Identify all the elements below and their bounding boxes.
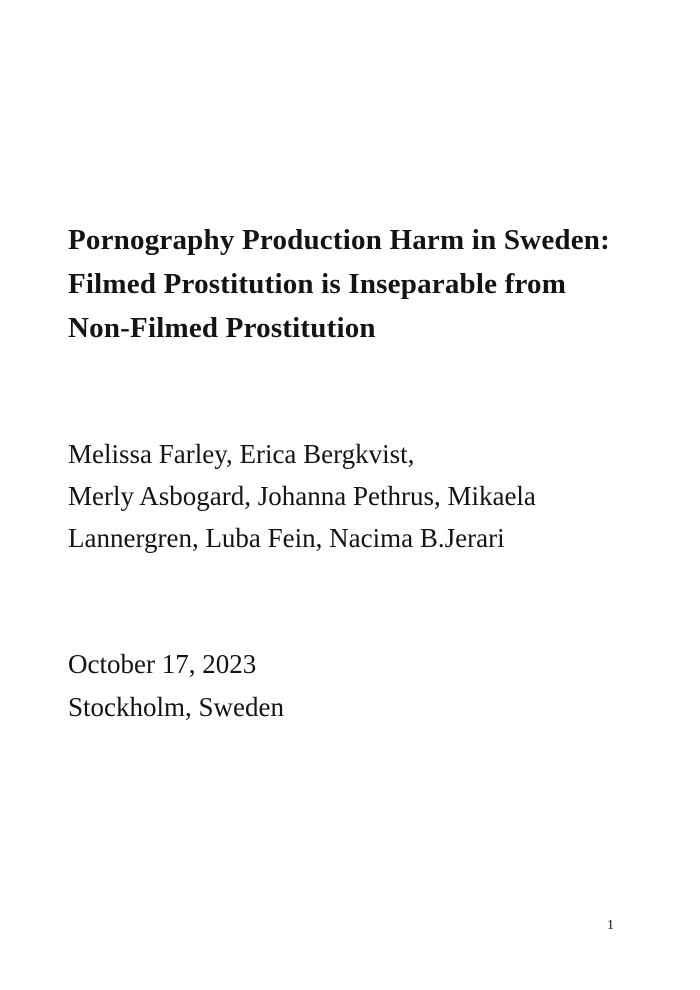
document-title bbox=[68, 218, 648, 350]
date-location-block bbox=[68, 643, 468, 729]
authors-block bbox=[68, 433, 648, 559]
location-line: Stockholm, Sweden bbox=[68, 692, 284, 722]
authors-line-3: Lannergren, Luba Fein, Nacima B.Jerari bbox=[68, 523, 505, 553]
title-line-3: Non-Filmed Prostitution bbox=[68, 312, 376, 344]
page-number: 1 bbox=[607, 918, 614, 933]
authors-line-1: Melissa Farley, Erica Bergkvist, bbox=[68, 439, 415, 469]
authors-line-2: Merly Asbogard, Johanna Pethrus, Mikaela bbox=[68, 481, 536, 511]
date-line: October 17, 2023 bbox=[68, 649, 257, 679]
title-line-1: Pornography Production Harm in Sweden: bbox=[68, 224, 610, 256]
title-line-2: Filmed Prostitution is Inseparable from bbox=[68, 268, 567, 300]
